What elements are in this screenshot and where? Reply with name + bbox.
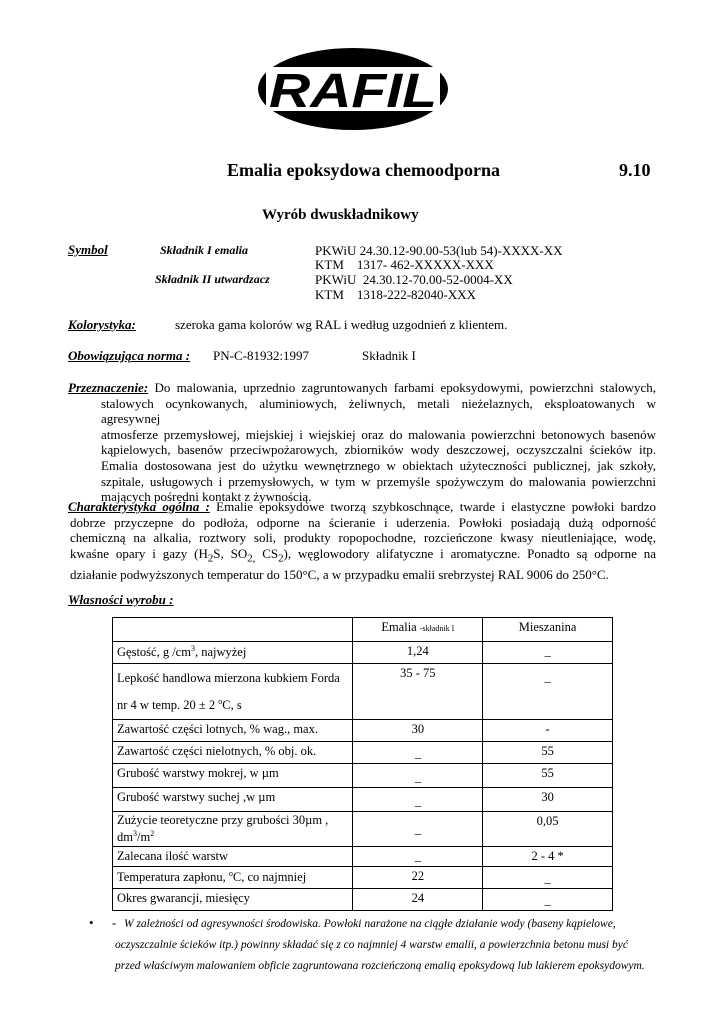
footnote-dash: - (112, 915, 117, 930)
table-row: Zużycie teoretyczne przy grubości 30µm , $dm^3/m^2$ _ 0,05 (113, 812, 613, 847)
table-row: Grubość warstwy suchej ,w µm _ 30 (113, 788, 613, 812)
page-title: Emalia epoksydowa chemoodporna (227, 160, 501, 180)
characteristics-section: Charakterystyka ogólna : Emalie epoksydowe tworzą szybkoschnące, twarde i elastyczne powłoki bardzo dobrze przyczepne do podłoża, odporne na ścieranie i uderzenia. Powłoki posiadają dużą odporność chemiczną na alkalia, roztwory soli, produkty ropopochodne, rozcieńczone kwasy nieutleniające, wodę, kwaśne opary i gazy ($H_2S$, $SO_{2,}$ $CS_2$), węglowodory alifatyczne i aromatyczne. Ponadto są odporne na działanie podwyższonych temperatur do 150°C, a w przypadku emalii srebrzystej RAL 9006 do 250°C. (68, 499, 656, 582)
properties-table (112, 617, 613, 911)
table-row: Zawartość części nielotnych, % obj. ok. _ 55 (113, 742, 613, 764)
component2-ktm: KTM 1318-222-82040-XXX (315, 287, 477, 302)
component2-label: Składnik II utwardzacz (155, 272, 270, 286)
component1-label: Składnik I emalia (160, 243, 249, 257)
page-subtitle: Wyrób dwuskładnikowy (262, 207, 419, 223)
footnote-bullet: • (89, 915, 94, 930)
symbol-label: Symbol (68, 242, 108, 257)
purpose-section: Przeznaczenie: Do malowania, uprzednio zagruntowanych farbami epoksydowymi, powierzchni stalowych, stalowych ocynkowanych, aluminiowych, żeliwnych, metali nieżelaznych, eksploatowanych w agresywnej atmosferze przemysłowej, miejskiej i wiejskiej oraz do malowania powierzchni betonowych basenów kąpielowych, basenów przeciwpożarowych, zbiorników wody deszczowej, oczyszczalni ścieków itp. Emalia dostosowana jest do użytku wewnętrznego w obiektach użyteczności publicznej, jak szkoły, szpitale, usługowych i przemysłowych, w tym w przemyśle spożywczym do malowania powierzchni mających pośredni kontakt z żywnością. (68, 380, 657, 505)
purpose-label: Przeznaczenie: (68, 380, 149, 395)
table-row: Grubość warstwy mokrej, w µm _ 55 (113, 764, 613, 788)
footnote-line3: przed właściwym malowaniem obficie zagruntowana rozcieńczoną emalią epoksydową lub lakierem epoksydowym. (115, 960, 645, 972)
footnote-line2: oczyszczalnie ścieków itp.) powinny składać się z co najmniej 4 warstw emalii, a powierzchnia betonu musi być (115, 939, 628, 951)
component1-pkwiu: PKWiU 24.30.12-90.00-53(lub 54)-XXXX-XX (315, 243, 563, 258)
table-row: Zawartość części lotnych, % wag., max. 30 - (113, 720, 613, 742)
component2-pkwiu: PKWiU 24.30.12-70.00-52-0004-XX (315, 272, 513, 287)
logo-text: RAFIL (269, 65, 437, 118)
norm-value: PN-C-81932:1997 (213, 348, 310, 363)
table-row: Okres gwarancji, miesięcy 24 _ (113, 889, 613, 911)
table-row: Temperatura zapłonu, $^o$C, co najmniej 22 _ (113, 867, 613, 889)
product-code: 9.10 (619, 160, 651, 180)
characteristics-label: Charakterystyka ogólna : (68, 499, 210, 514)
table-row: Lepkość handlowa mierzona kubkiem Forda nr 4 w temp. 20 ± 2 $^o$C, s 35 - 75 _ (113, 664, 613, 720)
rafil-logo (258, 48, 448, 130)
table-row: Zalecana ilość warstw _ 2 - 4 * (113, 847, 613, 867)
table-row: Gęstość, g $/cm^3$, najwyżej 1,24 _ (113, 642, 613, 664)
table-header-row: Emalia -składnik I Mieszanina (113, 618, 613, 642)
color-label: Kolorystyka: (68, 317, 136, 332)
component1-ktm: KTM 1317- 462-XXXXX-XXX (315, 257, 494, 272)
properties-label: Własności wyrobu : (68, 592, 174, 607)
norm-note: Składnik I (362, 348, 416, 363)
norm-label: Obowiązująca norma : (68, 348, 191, 363)
color-text: szeroka gama kolorów wg RAL i według uzgodnień z klientem. (175, 317, 508, 332)
footnote-line1: W zależności od agresywności środowiska. Powłoki narażone na ciągłe działanie wody (baseny kąpielowe, (124, 918, 616, 930)
